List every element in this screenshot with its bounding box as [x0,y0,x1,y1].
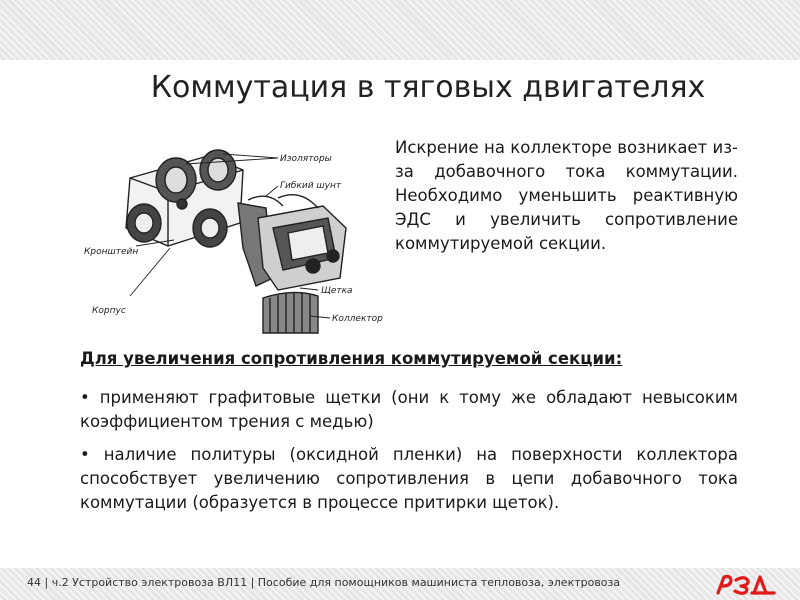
slide-title: Коммутация в тяговых двигателях [150,70,706,105]
rzd-logo-icon [715,572,777,596]
label-bracket: Кронштейн [84,247,139,257]
section-subheading: Для увеличения сопротивления коммутируемой секции: [80,349,623,368]
label-housing: Корпус [92,306,126,316]
bullet-list [80,386,738,524]
commutator-drawing [263,292,318,333]
footer-text: 44 | ч.2 Устройство электровоза ВЛ11 | Пособие для помощников машиниста тепловоза, электровоза [27,576,621,589]
label-flexible-shunt: Гибкий шунт [280,181,342,191]
bullet-item-graphite-brushes: • применяют графитовые щетки (они к тому же обладают невысоким коэффициентом трения с медью) [80,388,738,431]
label-brush: Щетка [321,286,353,296]
brush-holder-illustration [78,128,390,338]
header-band [0,0,800,60]
intro-paragraph: Искрение на коллекторе возникает из-за добавочного тока коммутации. Необходимо уменьшить реактивную ЭДС и увеличить сопротивление коммутируемой секции. [395,138,738,253]
label-collector: Коллектор [332,314,383,324]
bullet-item-oxide-film: • наличие политуры (оксидной пленки) на поверхности коллектора способствует увеличению сопротивления в цепи добавочного тока коммутации (образуется в процессе притирки щеток). [80,445,738,512]
label-insulators: Изоляторы [280,154,332,164]
